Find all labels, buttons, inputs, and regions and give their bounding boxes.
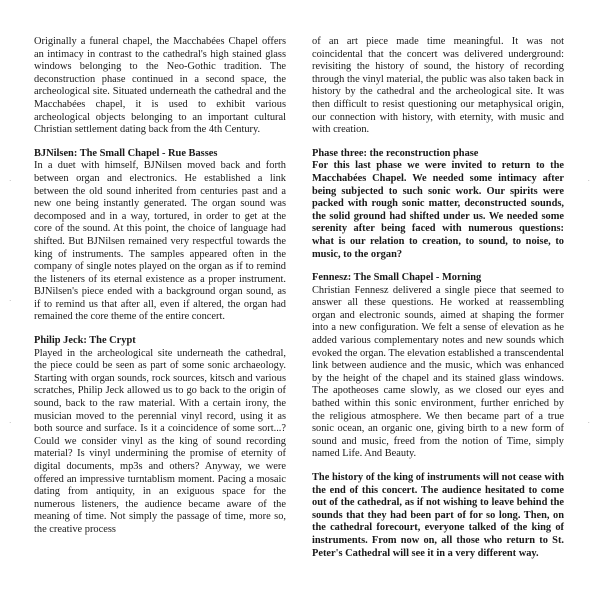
section-body-phase-three: For this last phase we were invited to return to the Macchabées Chapel. We needed some intimacy after being subjected to such sonic work. Our spirits were packed with rough sonic matter, deconstructed sounds, the solid ground had shifted under us. We needed some serenity after being faced with numerous questions: what is our relation to creation, to sound, to noise, to music, to the organ? [312,160,564,260]
section-heading-philip-jeck: Philip Jeck: The Crypt [34,335,136,347]
section-heading-fennesz: Fennesz: The Small Chapel - Morning [312,272,482,284]
page-mark-left-top: · [9,177,12,185]
page-mark-right-low: · [587,419,590,427]
intro-paragraph: Originally a funeral chapel, the Macchabées Chapel offers an intimacy in contrast to the cathedral's high stained glass windows belonging to the Neo-Gothic tradition. The deconstruction phase continued in a second space, the archeological site. Situated underneath the cathedral and the Macchabées chapel, it is used to exhibit various archeological objects belonging to an important cultural Christian settlement dating back from the 4th Century. [34,36,286,136]
section-heading-phase-three: Phase three: the reconstruction phase [312,147,479,159]
section-body-fennesz: Christian Fennesz delivered a single piece that seemed to answer all these questions. He worked at reassembling organ and electronic sounds, aimed at shaping the former into a new configuration. We felt a sense of elevation as he added various complementary notes and new sounds which evoked the organ. The elevation established a transcendental link between audience and the music, which was enhanced by the height of the chapel and its stained glass windows. The apotheoses came slowly, as we closed our eyes and bathed within this sonic environment, further enriched by the religious atmosphere. We then became part of a true sonic ocean, an organic one, giving birth to a new form of sound and music, freed from the notion of Time, simply named Life. And Beauty. [312,284,564,460]
page-mark-left-mid: · [9,297,12,305]
section-body-philip-jeck: Played in the archeological site underneath the cathedral, the piece could be seen as part of some sonic archaeology. Starting with organ sounds, rock sources, kitsch and various scratches, Philip Jeck allowed us to go back to the origin of sound, back to the raw material. With a certain irony, the musician moved to the perennial vinyl record, using it as both source and surface. Is it a coincidence of some sort...? Could we consider vinyl as the king of sound recording material? Is vinyl undermining the promise of eternity of digital documents, mp3s and others? Anyway, we were offered an impressive turntablism moment. Pacing a mosaic dating from antiquity, in an exiguous space for the numerous listeners, the audience became aware of the meaning of time. Not simply the passage of time, more so, the creative process [34,347,286,535]
page-mark-left-low: · [9,419,12,427]
left-column [34,36,286,537]
continuation-paragraph: of an art piece made time meaningful. It was not coincidental that the concert was delivered underground: revisiting the history of sound, the history of recording through the vinyl material, the public was also taken back in history by the cathedral and the archeological site. It was then difficult to resist questioning our metaphysical origin, our connection with history, with eternity, with music and with creation. [312,36,564,136]
section-heading-bjnilsen: BJNilsen: The Small Chapel - Rue Basses [34,147,218,159]
right-column [312,36,564,560]
closing-paragraph: The history of the king of instruments will not cease with the end of this concert. The audience hesitated to come out of the cathedral, as if not wishing to leave behind the sounds that they had been part of for so long. Then, on the cathedral forecourt, everyone talked of the king of instruments. From now on, all those who return to St. Peter's Cathedral will see it in a very different way. [312,472,564,559]
section-body-bjnilsen: In a duet with himself, BJNilsen moved back and forth between organ and electronics. He established a link between the old sound inherited from centuries past and a new one being instantly generated. The organ sound was decomposed and in a way, tortured, in order to get at the core of the sound. At this point, the choice of language had shifted. But BJNilsen remained very respectful towards the king of instruments. The samples appeared often in the company of single notes played on the organ as if to remind the listeners of its eternal existence as a proper instrument. BJNilsen's piece ended with a background organ sound, as if to remind us that after all, even if altered, the organ had remained the core theme of the entire concert. [34,160,286,323]
two-column-layout [34,36,566,560]
page-mark-right-top: · [587,177,590,185]
